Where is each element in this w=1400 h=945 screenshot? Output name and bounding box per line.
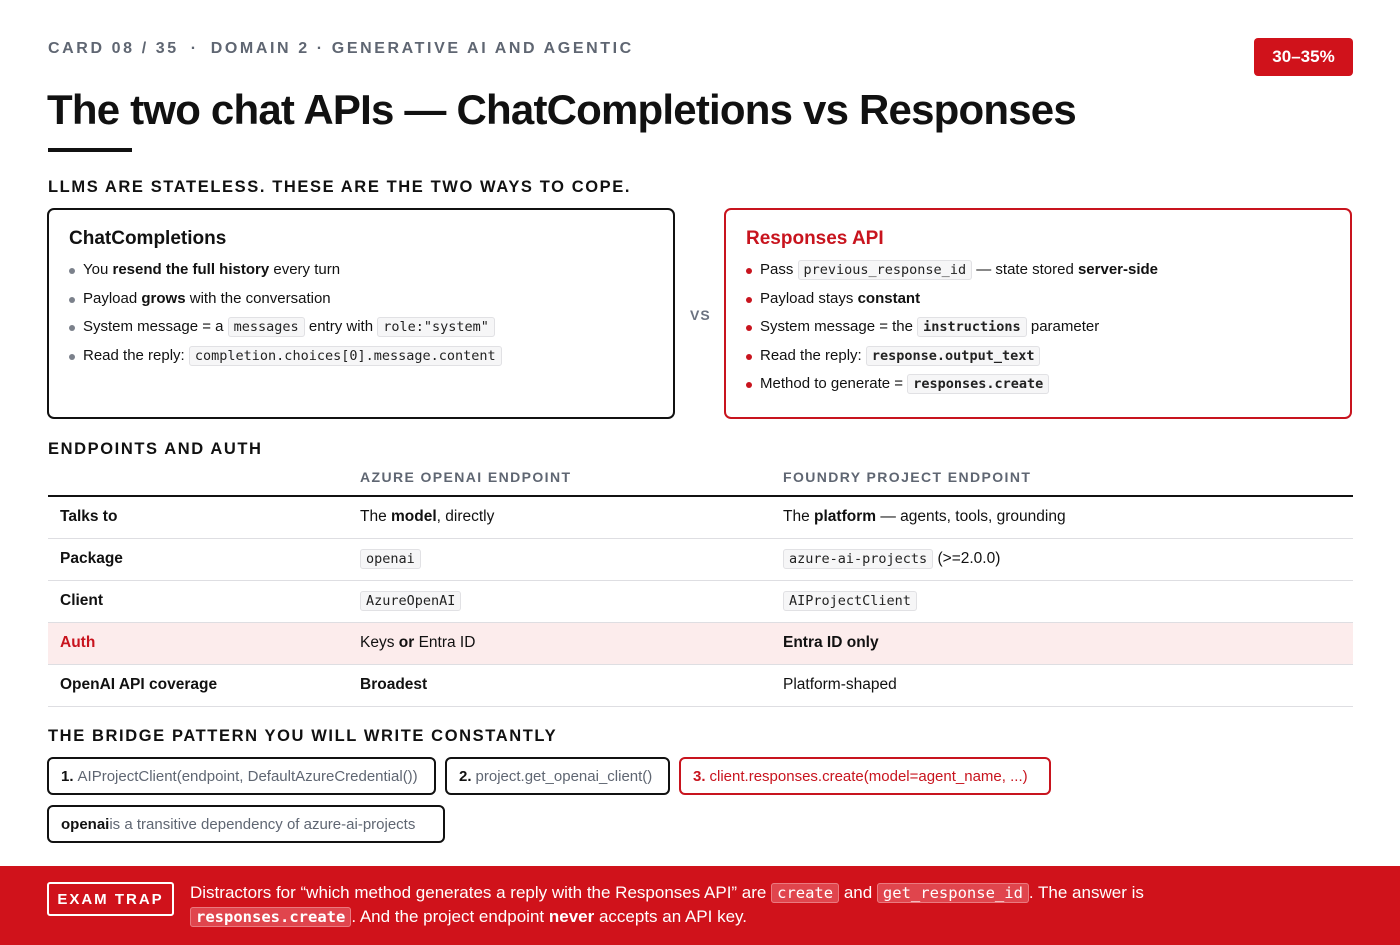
exam-trap-banner — [0, 866, 1400, 945]
row-label: OpenAI API coverage — [48, 664, 360, 706]
code-responses-create-answer: responses.create — [190, 907, 351, 927]
code-openai-package: openai — [360, 549, 421, 569]
cell-foundry: Platform-shaped — [783, 664, 1353, 706]
list-item: System message = a messages entry with role:"system" — [69, 315, 653, 344]
endpoints-heading: ENDPOINTS AND AUTH — [48, 440, 263, 458]
responses-api-card — [724, 208, 1352, 419]
exam-trap-badge: EXAM TRAP — [47, 882, 174, 916]
responses-api-list — [746, 258, 1330, 401]
col-foundry-project: FOUNDRY PROJECT ENDPOINT — [783, 466, 1353, 496]
bridge-step-1: 1. AIProjectClient(endpoint, DefaultAzureCredential()) — [47, 757, 436, 795]
code-instructions: instructions — [917, 317, 1027, 337]
list-item: System message = the instructions parameter — [746, 315, 1330, 344]
cell-azure: The model, directly — [360, 496, 783, 538]
chatcompletions-list — [69, 258, 653, 372]
list-item: Read the reply: completion.choices[0].message.content — [69, 344, 653, 373]
list-item: Payload grows with the conversation — [69, 287, 653, 316]
code-azure-ai-projects: azure-ai-projects — [783, 549, 933, 569]
list-item: Pass previous_response_id — state stored server-side — [746, 258, 1330, 287]
chatcompletions-title: ChatCompletions — [69, 228, 227, 249]
card-number: CARD 08 / 35 — [48, 40, 179, 57]
table-row — [48, 538, 1353, 580]
code-role-system: role:"system" — [377, 317, 495, 337]
code-messages: messages — [228, 317, 305, 337]
cell-azure: Keys or Entra ID — [360, 622, 783, 664]
page-title: The two chat APIs — ChatCompletions vs Responses — [47, 86, 1076, 133]
cell-foundry: azure-ai-projects (>=2.0.0) — [783, 538, 1353, 580]
list-item: You resend the full history every turn — [69, 258, 653, 287]
title-underline — [48, 148, 132, 152]
row-label: Talks to — [48, 496, 360, 538]
code-aiprojectclient: AIProjectClient — [783, 591, 917, 611]
intro-heading: LLMS ARE STATELESS. THESE ARE THE TWO WAYS TO COPE. — [48, 178, 632, 196]
bridge-note: openai is a transitive dependency of azure-ai-projects — [47, 805, 445, 843]
code-completion-content: completion.choices[0].message.content — [189, 346, 502, 366]
code-responses-create: responses.create — [907, 374, 1049, 394]
kicker-separator: · — [190, 40, 199, 57]
endpoints-table — [48, 466, 1353, 707]
cell-foundry — [783, 580, 1353, 622]
cell-foundry: The platform — agents, tools, grounding — [783, 496, 1353, 538]
code-create: create — [771, 883, 839, 903]
domain-label: DOMAIN 2 · GENERATIVE AI AND AGENTIC — [210, 40, 634, 57]
code-azureopenai: AzureOpenAI — [360, 591, 461, 611]
code-output-text: response.output_text — [866, 346, 1041, 366]
row-label: Package — [48, 538, 360, 580]
cell-azure: Broadest — [360, 664, 783, 706]
row-label: Auth — [48, 622, 360, 664]
bridge-heading: THE BRIDGE PATTERN YOU WILL WRITE CONSTANTLY — [48, 727, 558, 745]
list-item: Read the reply: response.output_text — [746, 344, 1330, 373]
exam-trap-text: Distractors for “which method generates a reply with the Responses API” are create and get_response_id . The answer is responses.create . And the project endpoint never accepts an API key. — [190, 883, 1144, 926]
table-row — [48, 496, 1353, 538]
table-header-row — [48, 466, 1353, 496]
bridge-step-2: 2. project.get_openai_client() — [445, 757, 670, 795]
row-label: Client — [48, 580, 360, 622]
table-header-empty — [48, 466, 360, 496]
cell-azure — [360, 538, 783, 580]
table-row — [48, 664, 1353, 706]
code-previous-response-id: previous_response_id — [798, 260, 973, 280]
responses-api-title: Responses API — [746, 228, 884, 249]
code-get-response-id: get_response_id — [877, 883, 1029, 903]
vs-label: VS — [690, 307, 711, 323]
chatcompletions-card — [47, 208, 675, 419]
card-kicker — [48, 40, 634, 58]
weight-badge: 30–35% — [1254, 38, 1353, 76]
bridge-step-3: 3. client.responses.create(model=agent_name, ...) — [679, 757, 1051, 795]
cell-azure — [360, 580, 783, 622]
col-azure-openai: AZURE OPENAI ENDPOINT — [360, 466, 783, 496]
list-item: Payload stays constant — [746, 287, 1330, 316]
table-row — [48, 580, 1353, 622]
cell-foundry: Entra ID only — [783, 622, 1353, 664]
list-item: Method to generate = responses.create — [746, 372, 1330, 401]
table-row-highlighted — [48, 622, 1353, 664]
